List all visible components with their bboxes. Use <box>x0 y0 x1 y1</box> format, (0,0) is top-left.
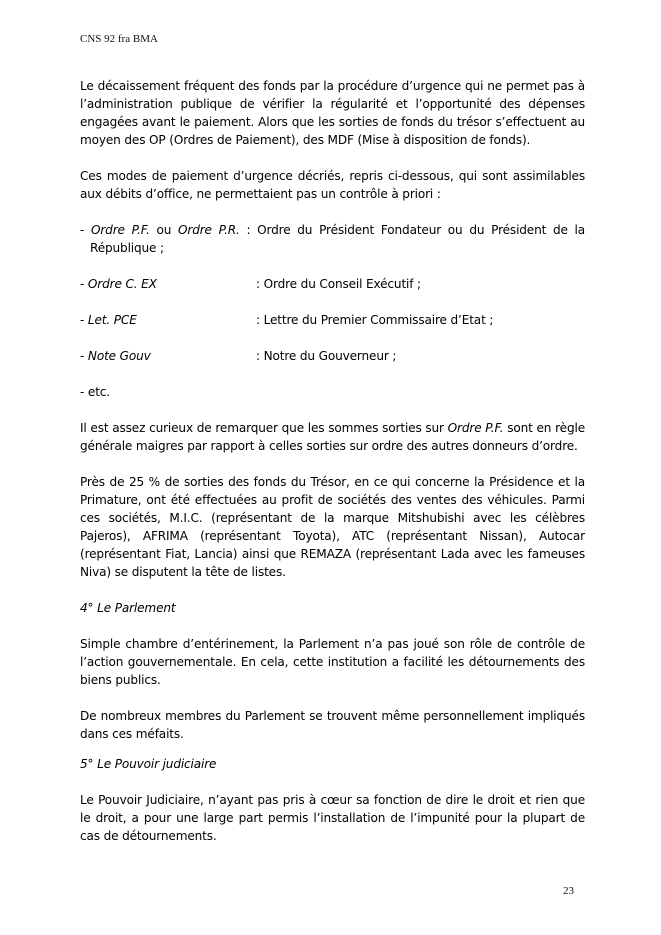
paragraph-modes-paiement: Ces modes de paiement d’urgence décriés, repris ci-dessous, qui sont assimilables aux débits d’office, ne permettaient pas un contrôle à priori : <box>80 169 585 201</box>
list-item-note-gouv: - Note Gouv : Notre du Gouverneur ; <box>80 349 397 363</box>
paragraph-decaissement: Le décaissement fréquent des fonds par la procédure d’urgence qui ne permet pas à l’administration publique de vérifier la régularité et l’opportunité des dépenses engagées avant le paiement. Alors que les sorties de fonds du trésor s’effectuent au moyen des OP (Ordres de Paiement), des MDF (Mise à disposition de fonds). <box>80 79 585 147</box>
paragraph-pouvoir-judiciaire: Le Pouvoir Judiciaire, n’ayant pas pris à cœur sa fonction de dire le droit et rien que le droit, a pour une large part permis l’installation de l’impunité pour la plupart de cas de détournements. <box>80 793 585 843</box>
paragraph-societes-vehicules: Près de 25 % de sorties des fonds du Trésor, en ce qui concerne la Présidence et la Primature, ont été effectuées au profit de sociétés des ventes des véhicules. Parmi ces sociétés, M.I.C. (représentant de la marque Mitshubishi avec les célèbres Pajeros), AFRIMA (représentant Toyota), ATC (représentant Nissan), Autocar (représentant Fiat, Lancia) ainsi que REMAZA (représentant Lada avec les fameuses Niva) se disputent la tête de listes. <box>80 475 585 579</box>
desc-note-gouv: : Notre du Gouverneur ; <box>256 349 397 363</box>
term-note-gouv: Note Gouv <box>87 349 151 363</box>
desc-ordre-cex: : Ordre du Conseil Exécutif ; <box>256 277 421 291</box>
page-number: 23 <box>563 885 574 897</box>
list-item-ordre-pf: - Ordre P.F. ou Ordre P.R. : Ordre du Président Fondateur ou du Président de la République ; <box>80 223 586 255</box>
term-ordre-cex: Ordre C. EX <box>87 277 157 291</box>
paragraph-ordre-pf-curieux: Il est assez curieux de remarquer que les sommes sorties sur Ordre P.F. sont en règle générale maigres par rapport à celles sorties sur ordre des autres donneurs d’ordre. <box>80 421 585 453</box>
term-let-pce: Let. PCE <box>87 313 137 327</box>
heading-pouvoir-judiciaire: 5° Le Pouvoir judiciaire <box>80 757 217 771</box>
desc-let-pce: : Lettre du Premier Commissaire d’Etat ; <box>256 313 494 327</box>
term-ordre-pf: Ordre P.F. <box>90 223 150 237</box>
heading-parlement: 4° Le Parlement <box>80 601 176 615</box>
list-item-ordre-cex: - Ordre C. EX : Ordre du Conseil Exécutif ; <box>80 277 421 291</box>
list-item-let-pce: - Let. PCE : Lettre du Premier Commissaire d’Etat ; <box>80 313 494 327</box>
paragraph-parlement: Simple chambre d’entérinement, la Parlement n’a pas joué son rôle de contrôle de l’action gouvernementale. En cela, cette institution a facilité les détournements des biens publics. <box>80 637 585 687</box>
desc-ordre-pf: : Ordre du Président Fondateur ou du Président de la République ; <box>90 223 586 255</box>
page-header: CNS 92 fra BMA <box>80 33 158 45</box>
term-ordre-pr: Ordre P.R. <box>178 223 240 237</box>
paragraph-membres-parlement: De nombreux membres du Parlement se trouvent même personnellement impliqués dans ces méfaits. <box>80 709 585 741</box>
document-body <box>80 77 585 845</box>
list-item-etc: - etc. <box>80 385 110 399</box>
